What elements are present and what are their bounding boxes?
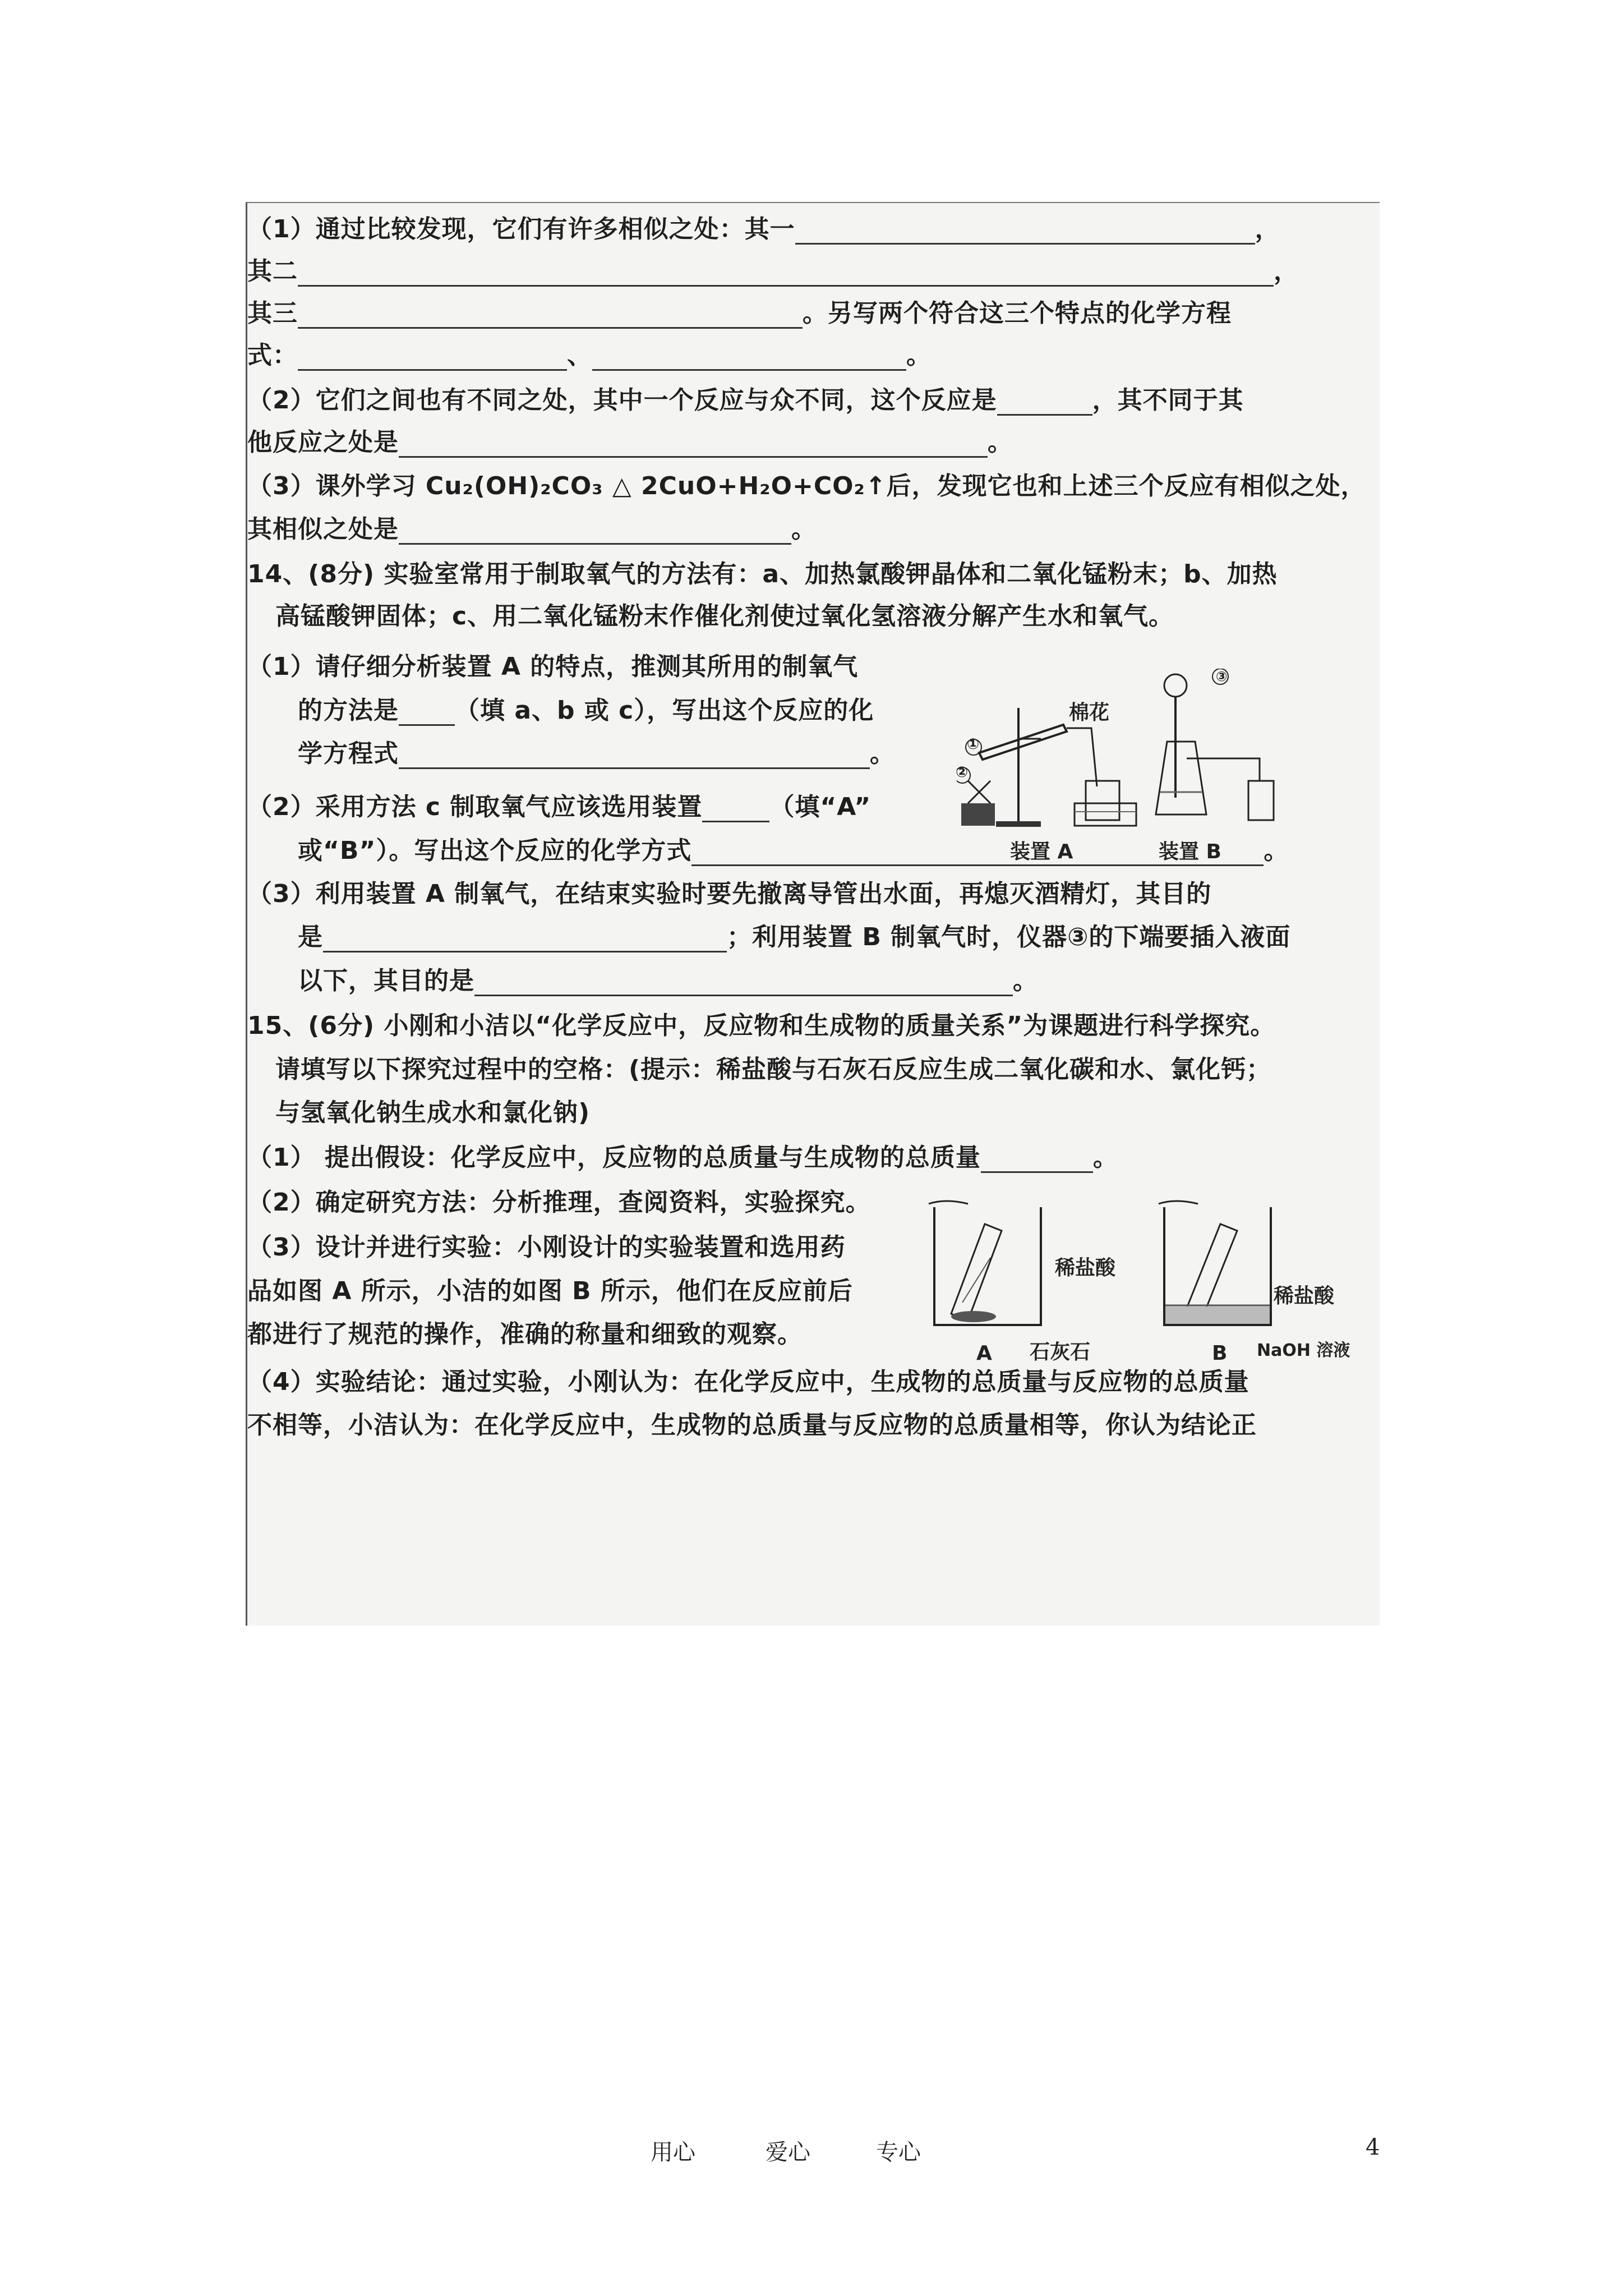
question-text: 学方程式 bbox=[298, 739, 399, 768]
question-text: 高锰酸钾固体；c、用二氧化锰粉末作催化剂使过氧化氢溶液分解产生水和氧气。 bbox=[275, 602, 1174, 631]
q15-line-a bbox=[247, 1005, 1275, 1041]
question-text: 他反应之处是 bbox=[247, 428, 399, 457]
answer-blank[interactable] bbox=[298, 263, 1274, 287]
naoh-solution-label: NaOH 溶液 bbox=[1257, 1341, 1350, 1360]
q13-1-line-b bbox=[247, 251, 1299, 287]
question-text: 式： bbox=[247, 341, 298, 370]
q14-line-b bbox=[275, 596, 1174, 632]
scanned-exam-page bbox=[246, 202, 1380, 1626]
answer-blank[interactable] bbox=[399, 521, 791, 545]
cotton-label: 棉花 bbox=[1069, 701, 1110, 724]
question-text: 与氢氧化钠生成水和氯化钠) bbox=[275, 1098, 591, 1127]
q14-2-line-a bbox=[247, 786, 871, 822]
apparatus-b-figure bbox=[1153, 669, 1288, 863]
question-text: （填 a、b 或 c），写出这个反应的化 bbox=[455, 696, 874, 725]
q15-3-line-c bbox=[247, 1314, 803, 1350]
q15-1-line bbox=[247, 1137, 1118, 1173]
question-text: 都进行了规范的操作，准确的称量和细致的观察。 bbox=[247, 1320, 803, 1349]
beaker-b-figure bbox=[1153, 1196, 1350, 1365]
q15-line-c bbox=[275, 1092, 590, 1128]
apparatus-a-drawing bbox=[957, 691, 1142, 831]
question-text: 不相等，小洁认为：在化学反应中，生成物的总质量与反应物的总质量相等，你认为结论正 bbox=[247, 1411, 1257, 1439]
question-text: （2）它们之间也有不同之处，其中一个反应与众不同，这个反应是 bbox=[247, 386, 997, 415]
footer-slogan-1: 用心 bbox=[651, 2139, 695, 2165]
dilute-hcl-label-a: 稀盐酸 bbox=[1055, 1257, 1116, 1280]
beaker-b-label: B bbox=[1212, 1342, 1228, 1365]
limestone-label: 石灰石 bbox=[1030, 1341, 1091, 1364]
question-text: （填“A” bbox=[769, 793, 872, 821]
question-text: 请填写以下探究过程中的空格：(提示：稀盐酸与石灰石反应生成二氧化碳和水、氯化钙； bbox=[275, 1055, 1272, 1084]
question-text: 品如图 A 所示，小洁的如图 B 所示，他们在反应前后 bbox=[247, 1277, 853, 1305]
question-text: 的方法是 bbox=[298, 696, 399, 725]
question-text: 。 bbox=[1092, 1143, 1118, 1172]
footer-slogan-2: 爱心 bbox=[766, 2139, 810, 2165]
answer-blank[interactable] bbox=[795, 220, 1255, 245]
q15-3-line-a bbox=[247, 1227, 846, 1263]
apparatus-a-label: 装置 A bbox=[1010, 840, 1073, 863]
q14-1-line-c bbox=[298, 733, 895, 769]
question-text: 14、(8分) 实验室常用于制取氧气的方法有：a、加热氯酸钾晶体和二氧化锰粉末；b、加热 bbox=[247, 560, 1278, 588]
question-text: ；利用装置 B 制氧气时，仪器③的下端要插入液面 bbox=[727, 923, 1291, 951]
dilute-hcl-label-b: 稀盐酸 bbox=[1274, 1285, 1335, 1308]
answer-blank[interactable] bbox=[399, 745, 870, 769]
marker-3: ③ bbox=[1216, 669, 1228, 684]
question-text: （3）设计并进行实验：小刚设计的实验装置和选用药 bbox=[247, 1233, 846, 1262]
answer-blank[interactable] bbox=[474, 972, 1013, 996]
question-text: （4）实验结论：通过实验，小刚认为：在化学反应中，生成物的总质量与反应物的总质量 bbox=[247, 1368, 1249, 1396]
question-text: 。 bbox=[1013, 967, 1038, 995]
q13-3-line-b bbox=[247, 509, 817, 545]
beaker-b-drawing bbox=[1153, 1196, 1282, 1336]
question-text: ， bbox=[1255, 215, 1280, 243]
question-text: （3）课外学习 Cu₂(OH)₂CO₃ △ 2CuO+H₂O+CO₂↑后，发现它也和上述三个反应有相似之处， bbox=[247, 472, 1366, 500]
question-text: （1）请仔细分析装置 A 的特点，推测其所用的制氧气 bbox=[247, 652, 859, 681]
q14-3-line-c bbox=[298, 960, 1038, 996]
question-text: 15、(6分) 小刚和小洁以“化学反应中，反应物和生成物的质量关系”为课题进行科学探究。 bbox=[247, 1011, 1276, 1040]
q15-4-line-a bbox=[247, 1361, 1249, 1397]
q14-3-line-a bbox=[247, 873, 1211, 909]
q13-3-line-a bbox=[247, 466, 1366, 501]
answer-blank[interactable] bbox=[298, 347, 567, 371]
q13-1-line-c bbox=[247, 293, 1232, 329]
q13-2-line-b bbox=[247, 422, 1013, 458]
question-text: ，其不同于其 bbox=[1092, 386, 1244, 415]
q15-3-line-b bbox=[247, 1271, 853, 1306]
q14-line-a bbox=[247, 554, 1278, 590]
marker-2: ② bbox=[956, 764, 969, 781]
q14-2-line-b bbox=[298, 830, 1289, 866]
question-text: 其二 bbox=[247, 257, 298, 286]
apparatus-b-label: 装置 B bbox=[1159, 840, 1221, 863]
question-text: 以下，其目的是 bbox=[298, 967, 474, 995]
question-text: 其三 bbox=[247, 299, 298, 328]
q13-1-line-d bbox=[247, 335, 932, 371]
question-text: 。 bbox=[1264, 836, 1289, 865]
apparatus-a-figure bbox=[956, 691, 1142, 863]
q15-4-line-b bbox=[247, 1405, 1257, 1441]
page-number: 4 bbox=[1366, 2134, 1380, 2160]
question-text: （1） 提出假设：化学反应中，反应物的总质量与生成物的总质量 bbox=[247, 1143, 981, 1172]
question-text: 或“B”）。写出这个反应的化学方式 bbox=[298, 836, 692, 865]
q14-3-line-b bbox=[298, 917, 1290, 953]
q13-2-line-a bbox=[247, 380, 1244, 416]
beaker-a-figure bbox=[923, 1196, 1116, 1365]
question-text: （2）确定研究方法：分析推理，查阅资料，实验探究。 bbox=[247, 1188, 871, 1217]
answer-blank[interactable] bbox=[691, 842, 1264, 866]
apparatus-b-drawing bbox=[1153, 669, 1288, 831]
footer-slogan-3: 专心 bbox=[876, 2139, 921, 2165]
q14-1-line-a bbox=[247, 646, 858, 682]
answer-blank[interactable] bbox=[702, 798, 769, 822]
answer-blank[interactable] bbox=[399, 434, 988, 458]
q15-2-line bbox=[247, 1182, 871, 1218]
question-text: （3）利用装置 A 制氧气，在结束实验时要先撤离导管出水面，再熄灭酒精灯，其目的 bbox=[247, 880, 1212, 908]
answer-blank[interactable] bbox=[323, 928, 727, 953]
answer-blank[interactable] bbox=[399, 702, 455, 726]
question-text: 。 bbox=[870, 739, 895, 768]
beaker-a-label: A bbox=[976, 1342, 992, 1365]
question-text: （1）通过比较发现，它们有许多相似之处：其一 bbox=[247, 215, 795, 243]
question-text: 、 bbox=[567, 341, 592, 370]
q15-line-b bbox=[275, 1049, 1271, 1085]
question-text: ， bbox=[1274, 257, 1299, 286]
question-text: 。 bbox=[988, 428, 1013, 457]
question-text: （2）采用方法 c 制取氧气应该选用装置 bbox=[247, 793, 703, 821]
answer-blank[interactable] bbox=[981, 1149, 1093, 1173]
answer-blank[interactable] bbox=[592, 347, 906, 371]
question-text: 。另写两个符合这三个特点的化学方程 bbox=[803, 299, 1232, 328]
question-text: 。 bbox=[791, 515, 817, 544]
marker-1: ① bbox=[967, 736, 980, 753]
q13-1-line-a bbox=[247, 209, 1280, 245]
question-text: 。 bbox=[906, 341, 932, 370]
q14-1-line-b bbox=[298, 690, 874, 726]
question-text: 是 bbox=[298, 923, 323, 951]
answer-blank[interactable] bbox=[298, 305, 803, 329]
beaker-a-drawing bbox=[923, 1196, 1052, 1336]
answer-blank[interactable] bbox=[997, 392, 1092, 416]
question-text: 其相似之处是 bbox=[247, 515, 399, 544]
